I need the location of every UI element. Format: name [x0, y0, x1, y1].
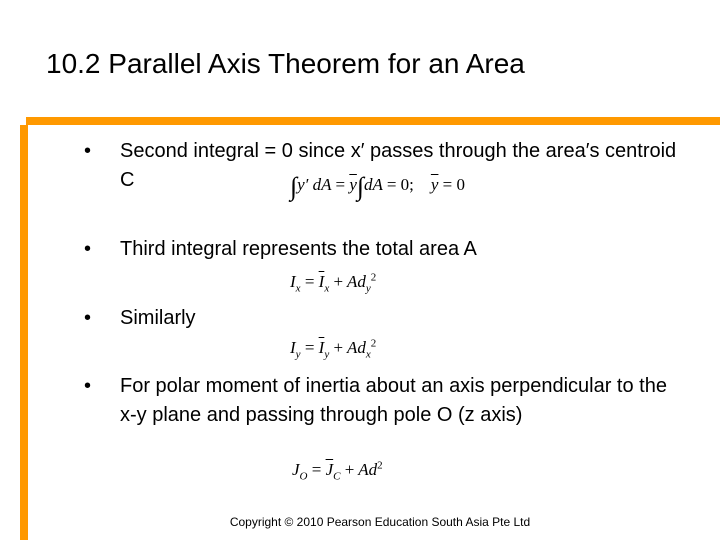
bullet-marker: •: [84, 238, 92, 260]
equation-polar-moment: $J_O = \overline{J}_C + Ad^2$: [292, 459, 383, 483]
bullet-text: Second integral = 0 since x′ passes through the area′s centroid C: [120, 140, 677, 191]
equation-parallel-axis-x: $I_x = \overline{I}_x + Ad_y^2$: [290, 271, 377, 295]
equation-centroid-integral: ∫y′ dA = $\overline{y}\int dA = 0$; $\overline{y} = 0$: [290, 172, 466, 201]
bullet-text: For polar moment of inertia about an axis perpendicular to the x-y plane and passing through pole O (z axis): [120, 375, 667, 426]
slide-title: 10.2 Parallel Axis Theorem for an Area: [46, 48, 525, 79]
bullet-marker: •: [84, 375, 92, 397]
bullet-marker: •: [84, 307, 92, 329]
bullet-marker: •: [84, 140, 92, 162]
bullet-text: Similarly: [120, 307, 196, 329]
accent-rule-vertical: [20, 125, 28, 540]
accent-rule-horizontal: [26, 117, 720, 125]
equation-parallel-axis-y: $I_y = \overline{I}_y + Ad_x^2$: [290, 337, 377, 361]
bullet-text: Third integral represents the total area A: [120, 238, 477, 260]
copyright-footer: Copyright © 2010 Pearson Education South Asia Pte Ltd: [229, 515, 531, 529]
